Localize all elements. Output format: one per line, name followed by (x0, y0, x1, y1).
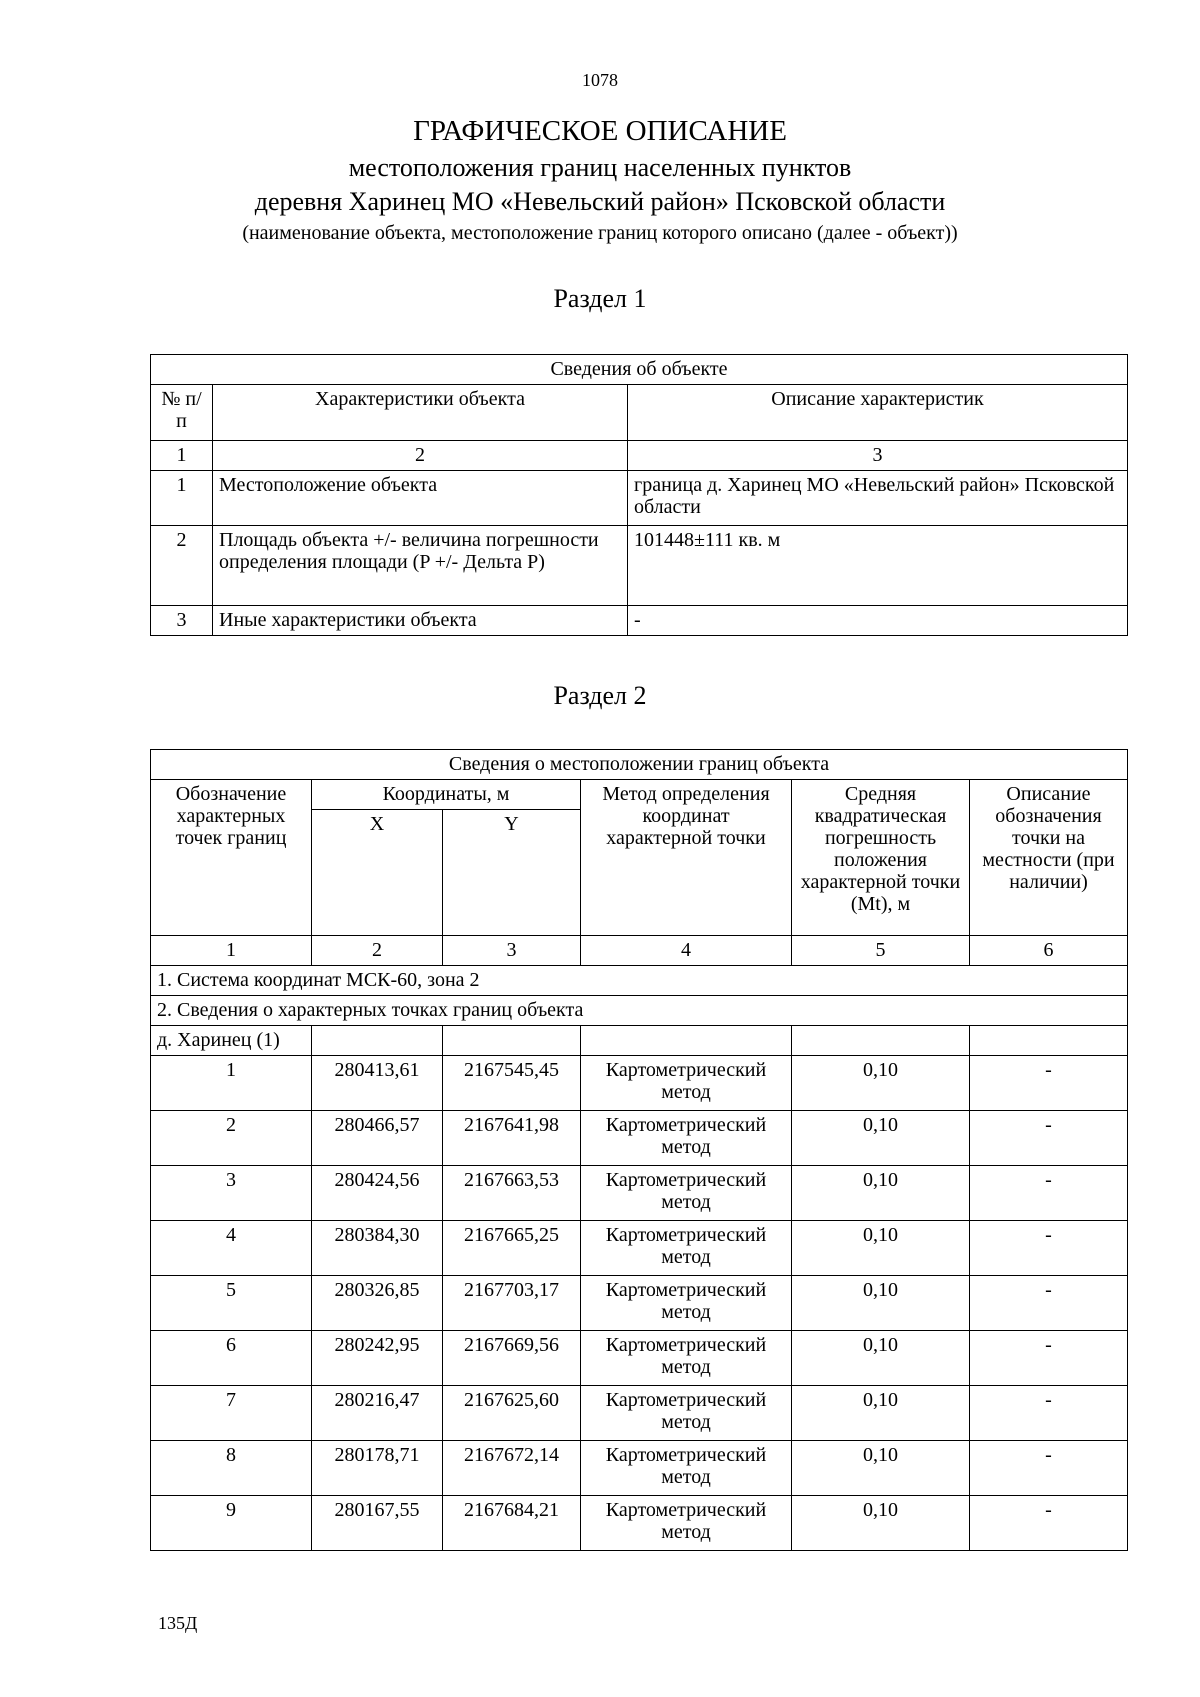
table-row (151, 1111, 1128, 1166)
coordinate-y: 2167669,56 (443, 1331, 581, 1386)
empty-cell (792, 1026, 970, 1056)
point-description: - (970, 1111, 1128, 1166)
coordinate-x: 280384,30 (312, 1221, 443, 1276)
method: Картометрический метод (581, 1111, 792, 1166)
method: Картометрический метод (581, 1221, 792, 1276)
table-row (151, 1331, 1128, 1386)
point-description: - (970, 1276, 1128, 1331)
points-info-row: 2. Сведения о характерных точках границ объекта (151, 996, 1128, 1026)
coordinate-y: 2167641,98 (443, 1111, 581, 1166)
table-title: Сведения об объекте (151, 355, 1128, 385)
coordinate-x: 280413,61 (312, 1056, 443, 1111)
point-description: - (970, 1386, 1128, 1441)
boundary-points-table (150, 749, 1128, 1551)
section-2-title: Раздел 2 (553, 681, 647, 710)
mt-error: 0,10 (792, 1441, 970, 1496)
coordinate-y: 2167663,53 (443, 1166, 581, 1221)
point-description: - (970, 1221, 1128, 1276)
table-row (151, 1386, 1128, 1441)
column-number: 2 (312, 936, 443, 966)
point-description: - (970, 1331, 1128, 1386)
empty-cell (443, 1026, 581, 1056)
method: Картометрический метод (581, 1386, 792, 1441)
column-number: 2 (213, 441, 628, 471)
table-row (151, 1056, 1128, 1111)
point-number: 8 (151, 1441, 312, 1496)
table-row (151, 471, 1128, 526)
header-coordinates: Координаты, м (312, 780, 581, 810)
point-number: 7 (151, 1386, 312, 1441)
coordinate-x: 280466,57 (312, 1111, 443, 1166)
row-characteristic: Местоположение объекта (213, 471, 628, 526)
empty-cell (970, 1026, 1128, 1056)
coordinate-x: 280424,56 (312, 1166, 443, 1221)
point-number: 1 (151, 1056, 312, 1111)
point-number: 2 (151, 1111, 312, 1166)
coordinate-y: 2167665,25 (443, 1221, 581, 1276)
row-description: граница д. Харинец МО «Невельский район» Псковской области (628, 471, 1128, 526)
mt-error: 0,10 (792, 1331, 970, 1386)
point-description: - (970, 1441, 1128, 1496)
mt-error: 0,10 (792, 1056, 970, 1111)
coordinate-y: 2167545,45 (443, 1056, 581, 1111)
point-number: 4 (151, 1221, 312, 1276)
group-label: д. Харинец (1) (151, 1026, 312, 1056)
column-number: 1 (151, 936, 312, 966)
mt-error: 0,10 (792, 1386, 970, 1441)
coordinate-y: 2167684,21 (443, 1496, 581, 1551)
row-description: 101448±111 кв. м (628, 526, 1128, 606)
document-object-name: деревня Харинец МО «Невельский район» Псковской области (254, 187, 946, 216)
row-number: 2 (151, 526, 213, 606)
method: Картометрический метод (581, 1331, 792, 1386)
document-title: ГРАФИЧЕСКОЕ ОПИСАНИЕ (413, 115, 787, 147)
mt-error: 0,10 (792, 1221, 970, 1276)
header-description: Описание характеристик (628, 385, 1128, 441)
table-row (151, 1496, 1128, 1551)
header-x: X (312, 810, 443, 936)
table-row (151, 526, 1128, 606)
mt-error: 0,10 (792, 1166, 970, 1221)
coordinate-y: 2167703,17 (443, 1276, 581, 1331)
header-error: Средняя квадратическая погрешность положения характерной точки (Mt), м (792, 780, 970, 936)
footer-code: 135Д (158, 1613, 198, 1633)
mt-error: 0,10 (792, 1276, 970, 1331)
point-number: 6 (151, 1331, 312, 1386)
row-number: 3 (151, 606, 213, 636)
page-number: 1078 (582, 70, 618, 90)
table-row (151, 1166, 1128, 1221)
empty-cell (581, 1026, 792, 1056)
method: Картометрический метод (581, 1441, 792, 1496)
coordinate-x: 280167,55 (312, 1496, 443, 1551)
row-characteristic: Иные характеристики объекта (213, 606, 628, 636)
column-number: 6 (970, 936, 1128, 966)
document-caption: (наименование объекта, местоположение границ которого описано (далее - объект)) (242, 222, 958, 244)
table-row (151, 1441, 1128, 1496)
coordinate-y: 2167625,60 (443, 1386, 581, 1441)
point-description: - (970, 1496, 1128, 1551)
header-number: № п/п (151, 385, 213, 441)
table-row (151, 606, 1128, 636)
point-number: 3 (151, 1166, 312, 1221)
row-description: - (628, 606, 1128, 636)
column-number: 3 (443, 936, 581, 966)
header-y: Y (443, 810, 581, 936)
section-1-title: Раздел 1 (553, 284, 647, 313)
object-info-table (150, 354, 1128, 636)
header-characteristic: Характеристики объекта (213, 385, 628, 441)
row-characteristic: Площадь объекта +/- величина погрешности определения площади (P +/- Дельта P) (213, 526, 628, 606)
mt-error: 0,10 (792, 1111, 970, 1166)
table-row (151, 1221, 1128, 1276)
column-number: 3 (628, 441, 1128, 471)
method: Картометрический метод (581, 1166, 792, 1221)
method: Картометрический метод (581, 1496, 792, 1551)
column-number: 5 (792, 936, 970, 966)
header-point-designation: Обозначение характерных точек границ (151, 780, 312, 936)
table-row (151, 1276, 1128, 1331)
point-description: - (970, 1166, 1128, 1221)
coordinate-system-row: 1. Система координат МСК-60, зона 2 (151, 966, 1128, 996)
document-subtitle: местоположения границ населенных пунктов (348, 153, 852, 182)
table-title: Сведения о местоположении границ объекта (151, 750, 1128, 780)
column-number: 4 (581, 936, 792, 966)
method: Картометрический метод (581, 1056, 792, 1111)
coordinate-x: 280326,85 (312, 1276, 443, 1331)
empty-cell (312, 1026, 443, 1056)
column-number: 1 (151, 441, 213, 471)
points-body (151, 1056, 1128, 1551)
header-method: Метод определения координат характерной точки (581, 780, 792, 936)
point-number: 5 (151, 1276, 312, 1331)
point-number: 9 (151, 1496, 312, 1551)
method: Картометрический метод (581, 1276, 792, 1331)
coordinate-y: 2167672,14 (443, 1441, 581, 1496)
header-point-description: Описание обозначения точки на местности (при наличии) (970, 780, 1128, 936)
point-description: - (970, 1056, 1128, 1111)
mt-error: 0,10 (792, 1496, 970, 1551)
coordinate-x: 280216,47 (312, 1386, 443, 1441)
coordinate-x: 280178,71 (312, 1441, 443, 1496)
row-number: 1 (151, 471, 213, 526)
coordinate-x: 280242,95 (312, 1331, 443, 1386)
